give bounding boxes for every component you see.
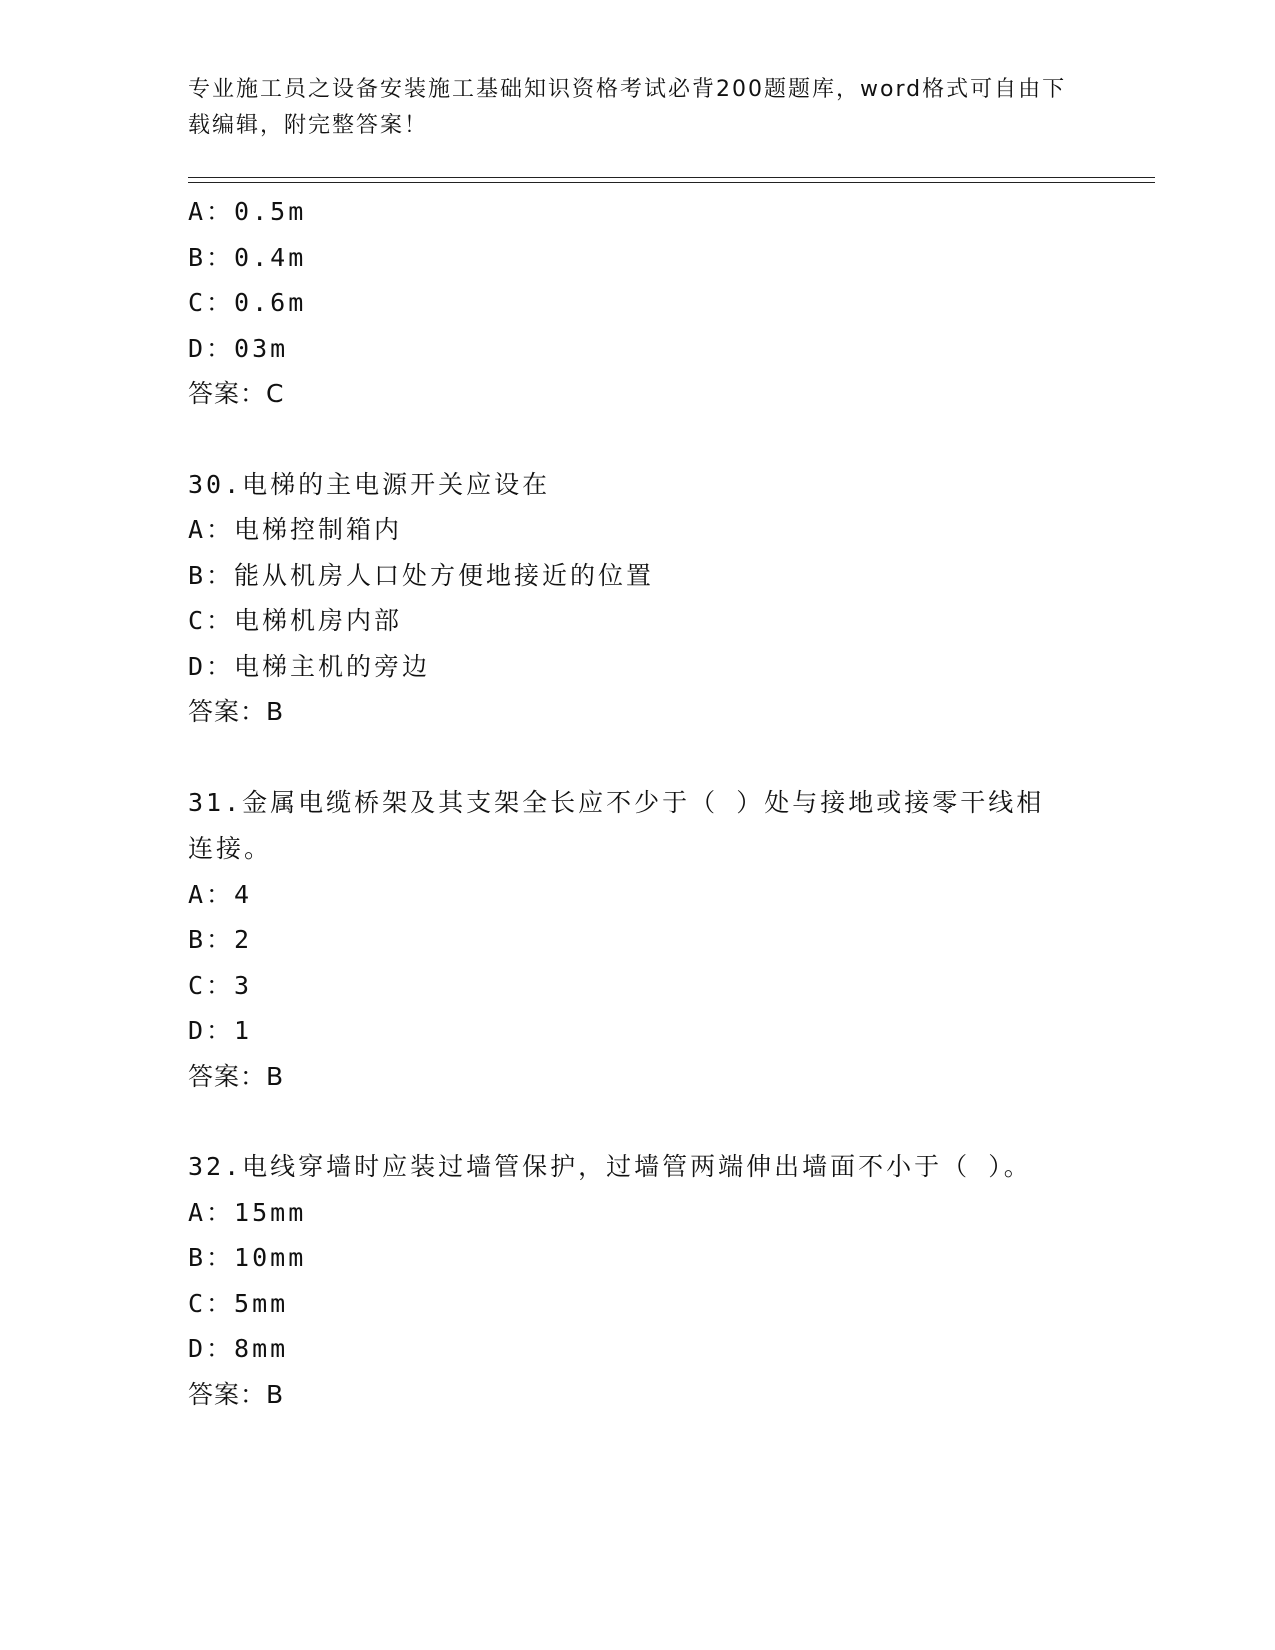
- question-stem: 31.金属电缆桥架及其支架全长应不少于（ ）处与接地或接零干线相连接。: [188, 787, 1045, 863]
- question-stem: 32.电线穿墙时应装过墙管保护，过墙管两端伸出墙面不小于（ ）。: [188, 1152, 1032, 1181]
- answer: 答案：C: [188, 379, 285, 408]
- option-b: B：10mm: [188, 1243, 307, 1272]
- option-a: A：4: [188, 879, 253, 909]
- answer: 答案：B: [188, 1379, 285, 1409]
- option-d: D：电梯主机的旁边: [188, 651, 431, 681]
- question-32: [188, 1144, 1068, 1417]
- option-a: A：15mm: [188, 1197, 307, 1227]
- option-c: C：3: [188, 970, 253, 1000]
- option-a: A：电梯控制箱内: [188, 515, 403, 544]
- option-a: A：0.5m: [188, 197, 307, 226]
- option-b: B：2: [188, 925, 253, 954]
- option-c: C：电梯机房内部: [188, 606, 403, 635]
- answer: 答案：B: [188, 697, 285, 726]
- option-c: C：0.6m: [188, 288, 307, 317]
- option-c: C：5mm: [188, 1288, 289, 1318]
- answer: 答案：B: [188, 1061, 285, 1091]
- header-divider-top: [188, 177, 1155, 178]
- question-list: [188, 189, 1068, 1417]
- document-header: 专业施工员之设备安装施工基础知识资格考试必背200题题库，word格式可自由下载编辑，附完整答案！: [188, 77, 1067, 138]
- option-b: B：0.4m: [188, 242, 307, 272]
- option-d: D：03m: [188, 333, 289, 363]
- option-d: D：8mm: [188, 1334, 289, 1363]
- header-divider-bottom: [188, 182, 1155, 183]
- question-stem: 30.电梯的主电源开关应设在: [188, 469, 551, 499]
- question-31: [188, 780, 1068, 1100]
- question-30: [188, 462, 1068, 735]
- option-b: B：能从机房人口处方便地接近的位置: [188, 560, 655, 590]
- option-d: D：1: [188, 1016, 253, 1045]
- question-29-continued: [188, 189, 1068, 417]
